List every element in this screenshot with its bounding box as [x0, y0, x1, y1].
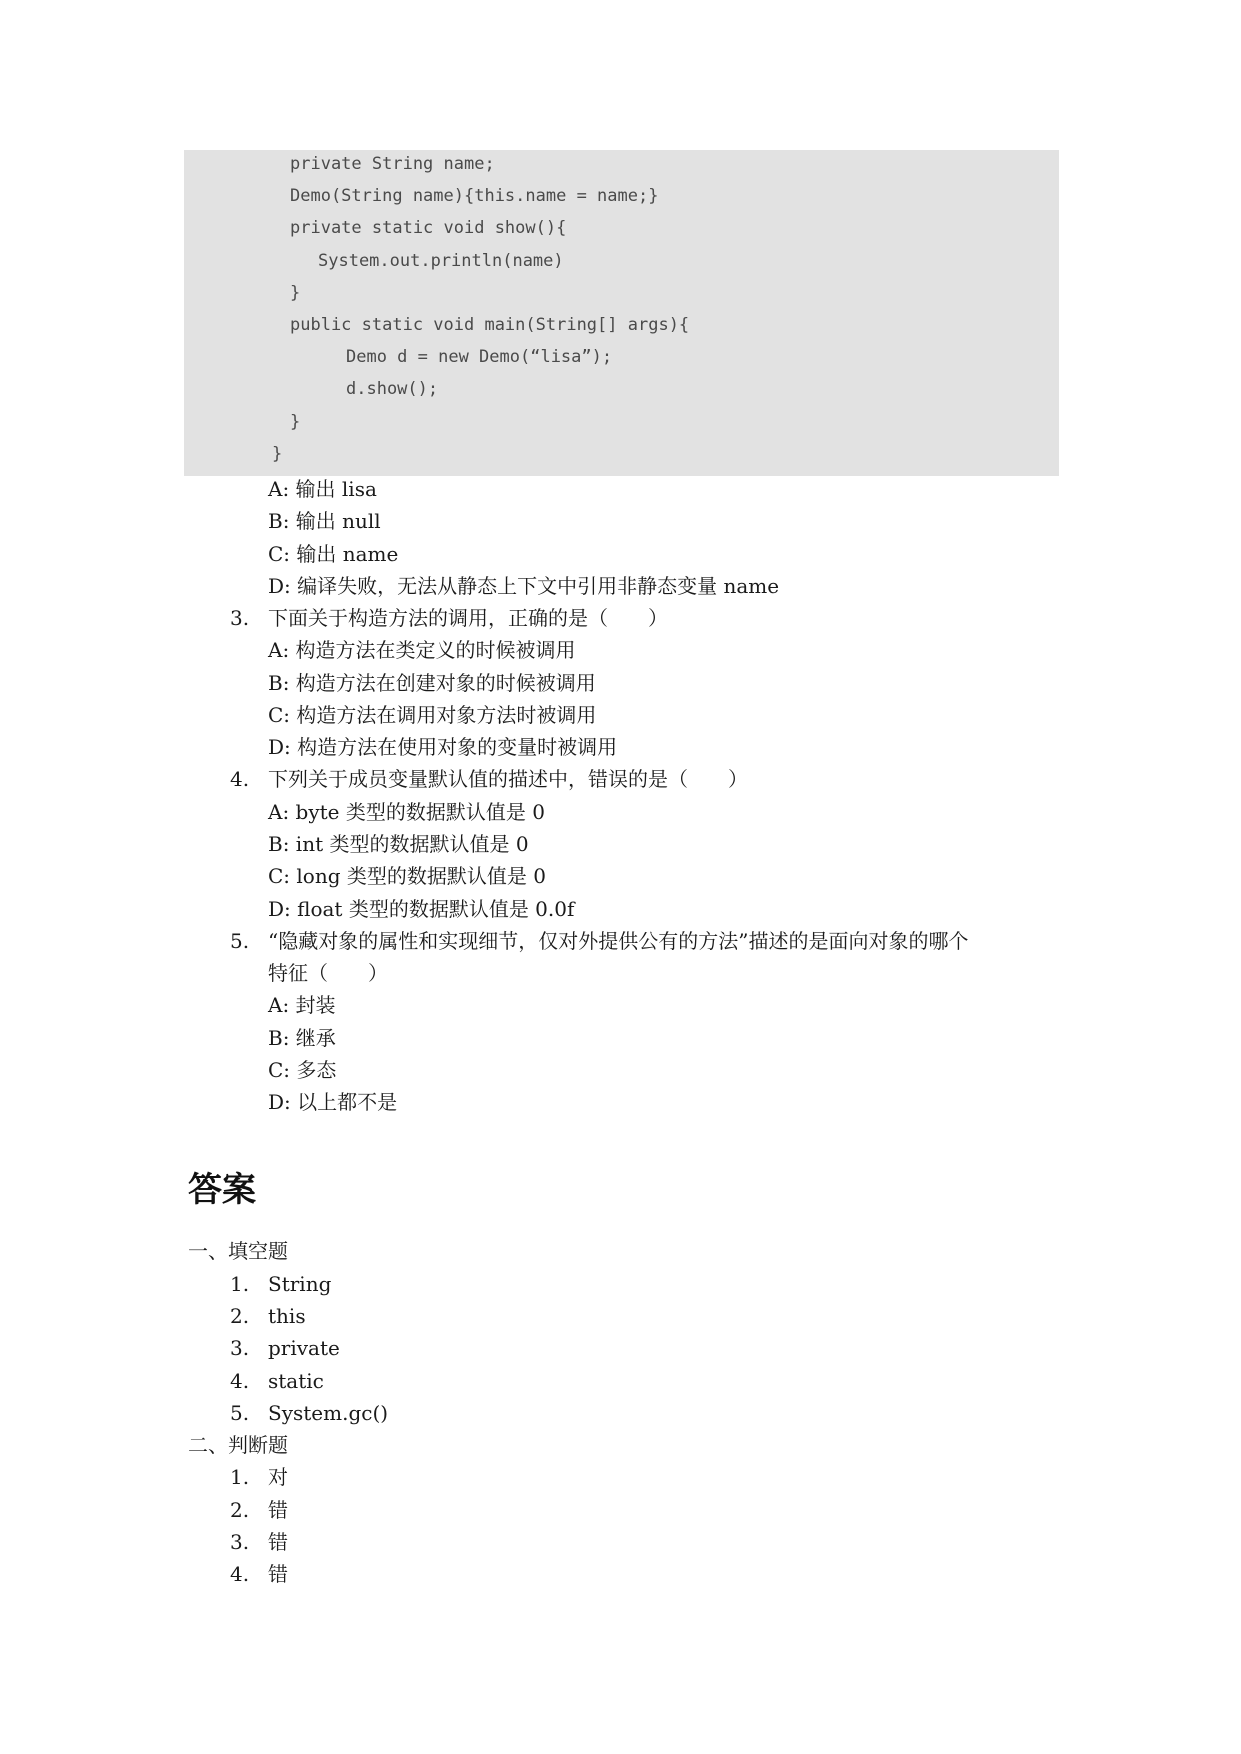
q4-option-d: D: float 类型的数据默认值是 0.0f: [268, 897, 575, 921]
code-line: }: [272, 444, 283, 464]
answer-number: 2.: [230, 1304, 250, 1328]
q4-option-a: A: byte 类型的数据默认值是 0: [268, 800, 545, 824]
q5-option-c: C: 多态: [268, 1058, 337, 1082]
code-line: Demo(String name){this.name = name;}: [290, 186, 659, 206]
answer-text: 错: [268, 1530, 288, 1554]
question-text-line2: 特征（ ）: [268, 961, 388, 985]
question-number: 3.: [230, 606, 250, 630]
answer-text: this: [268, 1304, 306, 1328]
answer-text: System.gc(): [268, 1401, 389, 1425]
answer-number: 1.: [230, 1272, 250, 1296]
q3-option-c: C: 构造方法在调用对象方法时被调用: [268, 703, 597, 727]
code-line: public static void main(String[] args){: [290, 315, 690, 335]
q2-option-b: B: 输出 null: [268, 509, 381, 533]
q3-option-d: D: 构造方法在使用对象的变量时被调用: [268, 735, 618, 759]
answers-heading: 答案: [188, 1170, 256, 1210]
answer-number: 3.: [230, 1530, 250, 1554]
q3-option-b: B: 构造方法在创建对象的时候被调用: [268, 671, 596, 695]
q3-option-a: A: 构造方法在类定义的时候被调用: [268, 638, 576, 662]
code-block: [184, 150, 1059, 476]
code-line: System.out.println(name): [318, 251, 564, 271]
answer-text: String: [268, 1272, 332, 1296]
answer-text: private: [268, 1336, 340, 1360]
question-text: 下列关于成员变量默认值的描述中，错误的是（ ）: [268, 767, 748, 791]
answer-text: 错: [268, 1562, 288, 1586]
answer-number: 1.: [230, 1465, 250, 1489]
code-line: Demo d = new Demo(“lisa”);: [346, 347, 613, 367]
q2-option-c: C: 输出 name: [268, 542, 399, 566]
answer-number: 3.: [230, 1336, 250, 1360]
answer-number: 5.: [230, 1401, 250, 1425]
code-line: private String name;: [290, 154, 495, 174]
answer-text: 错: [268, 1498, 288, 1522]
q2-option-d: D: 编译失败，无法从静态上下文中引用非静态变量 name: [268, 574, 780, 598]
section-title-true-false: 二、判断题: [188, 1433, 288, 1457]
answer-text: 对: [268, 1465, 288, 1489]
question-text: 下面关于构造方法的调用，正确的是（ ）: [268, 606, 668, 630]
q5-option-b: B: 继承: [268, 1026, 336, 1050]
question-number: 4.: [230, 767, 250, 791]
q5-option-a: A: 封装: [268, 993, 336, 1017]
q4-option-c: C: long 类型的数据默认值是 0: [268, 864, 546, 888]
code-line: }: [290, 283, 301, 303]
question-number: 5.: [230, 929, 250, 953]
answer-text: static: [268, 1369, 324, 1393]
code-line: d.show();: [346, 379, 439, 399]
q2-option-a: A: 输出 lisa: [268, 477, 377, 501]
code-line: }: [290, 412, 301, 432]
answer-number: 4.: [230, 1369, 250, 1393]
section-title-fill-blank: 一、填空题: [188, 1239, 288, 1263]
q5-option-d: D: 以上都不是: [268, 1090, 398, 1114]
answer-number: 2.: [230, 1498, 250, 1522]
question-text-line1: “隐藏对象的属性和实现细节，仅对外提供公有的方法”描述的是面向对象的哪个: [268, 929, 969, 953]
q4-option-b: B: int 类型的数据默认值是 0: [268, 832, 529, 856]
code-line: private static void show(){: [290, 218, 567, 238]
answer-number: 4.: [230, 1562, 250, 1586]
